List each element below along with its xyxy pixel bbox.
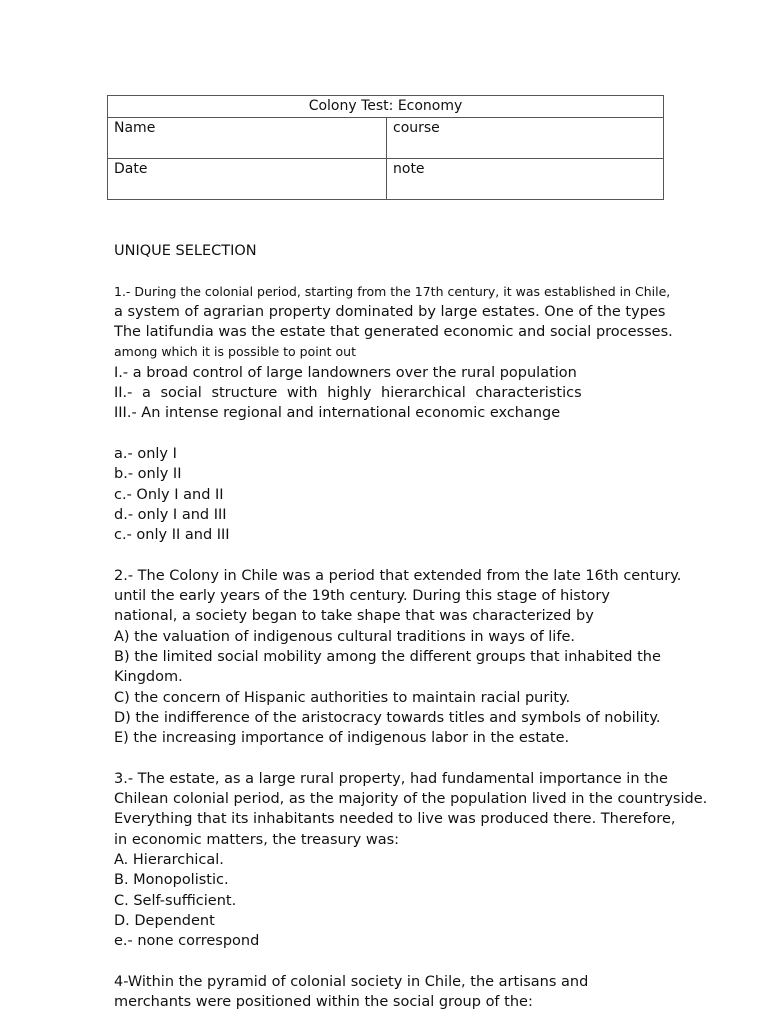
question-3-option: C. Self-sufficient. [114,892,237,909]
question-1-option: c.- only II and III [114,527,230,544]
question-2-option: C) the concern of Hispanic authorities to maintain racial purity. [114,689,571,706]
question-1-line: The latifundia was the estate that generated economic and social processes. [114,324,673,341]
test-body [114,241,708,1012]
question-4-line: 4-Within the pyramid of colonial society in Chile, the artisans and [114,973,589,990]
question-2 [114,566,682,749]
question-1-option: c.- Only I and II [114,486,224,503]
question-3-line: 3.- The estate, as a large rural property, had fundamental importance in the [114,770,668,787]
question-3-option: B. Monopolistic. [114,872,229,889]
question-3 [114,769,708,952]
question-3-option: A. Hierarchical. [114,851,224,868]
question-3-line: Chilean colonial period, as the majority of the population lived in the countryside. [114,791,708,808]
question-1-option: a.- only I [114,445,177,462]
question-1-statement: II.- a social structure with highly hierarchical characteristics [114,385,582,402]
test-header-table [107,95,664,200]
question-1-statement: III.- An intense regional and international economic exchange [114,405,561,422]
question-2-line: until the early years of the 19th century. During this stage of history [114,588,610,605]
section-title: UNIQUE SELECTION [114,243,257,259]
question-3-line: in economic matters, the treasury was: [114,831,400,848]
question-1-option: b.- only II [114,466,182,483]
question-1-statement: I.- a broad control of large landowners over the rural population [114,364,577,381]
question-1-option: d.- only I and III [114,506,227,523]
question-2-line: national, a society began to take shape that was characterized by [114,608,594,625]
name-field: Name [108,118,387,159]
question-2-line: 2.- The Colony in Chile was a period that extended from the late 16th century. [114,567,682,584]
question-1-line: a system of agrarian property dominated by large estates. One of the types [114,303,666,320]
question-4 [114,972,674,1013]
course-field: course [387,118,664,159]
question-2-option: Kingdom. [114,669,183,686]
note-field: note [387,159,664,200]
question-2-option: D) the indifference of the aristocracy towards titles and symbols of nobility. [114,709,661,726]
question-1-line: among which it is possible to point out [114,344,357,360]
question-3-line: Everything that its inhabitants needed to live was produced there. Therefore, [114,811,676,828]
question-2-option: B) the limited social mobility among the different groups that inhabited the [114,648,661,665]
question-1 [114,282,674,546]
question-4-line: merchants were positioned within the social group of the: [114,993,533,1010]
test-title: Colony Test: Economy [108,96,664,118]
question-3-option: D. Dependent [114,912,215,929]
question-1-line: 1.- During the colonial period, starting from the 17th century, it was established in Chile, [114,283,671,299]
question-2-option: A) the valuation of indigenous cultural traditions in ways of life. [114,628,575,645]
question-3-option: e.- none correspond [114,933,260,950]
question-2-option: E) the increasing importance of indigenous labor in the estate. [114,730,570,747]
date-field: Date [108,159,387,200]
